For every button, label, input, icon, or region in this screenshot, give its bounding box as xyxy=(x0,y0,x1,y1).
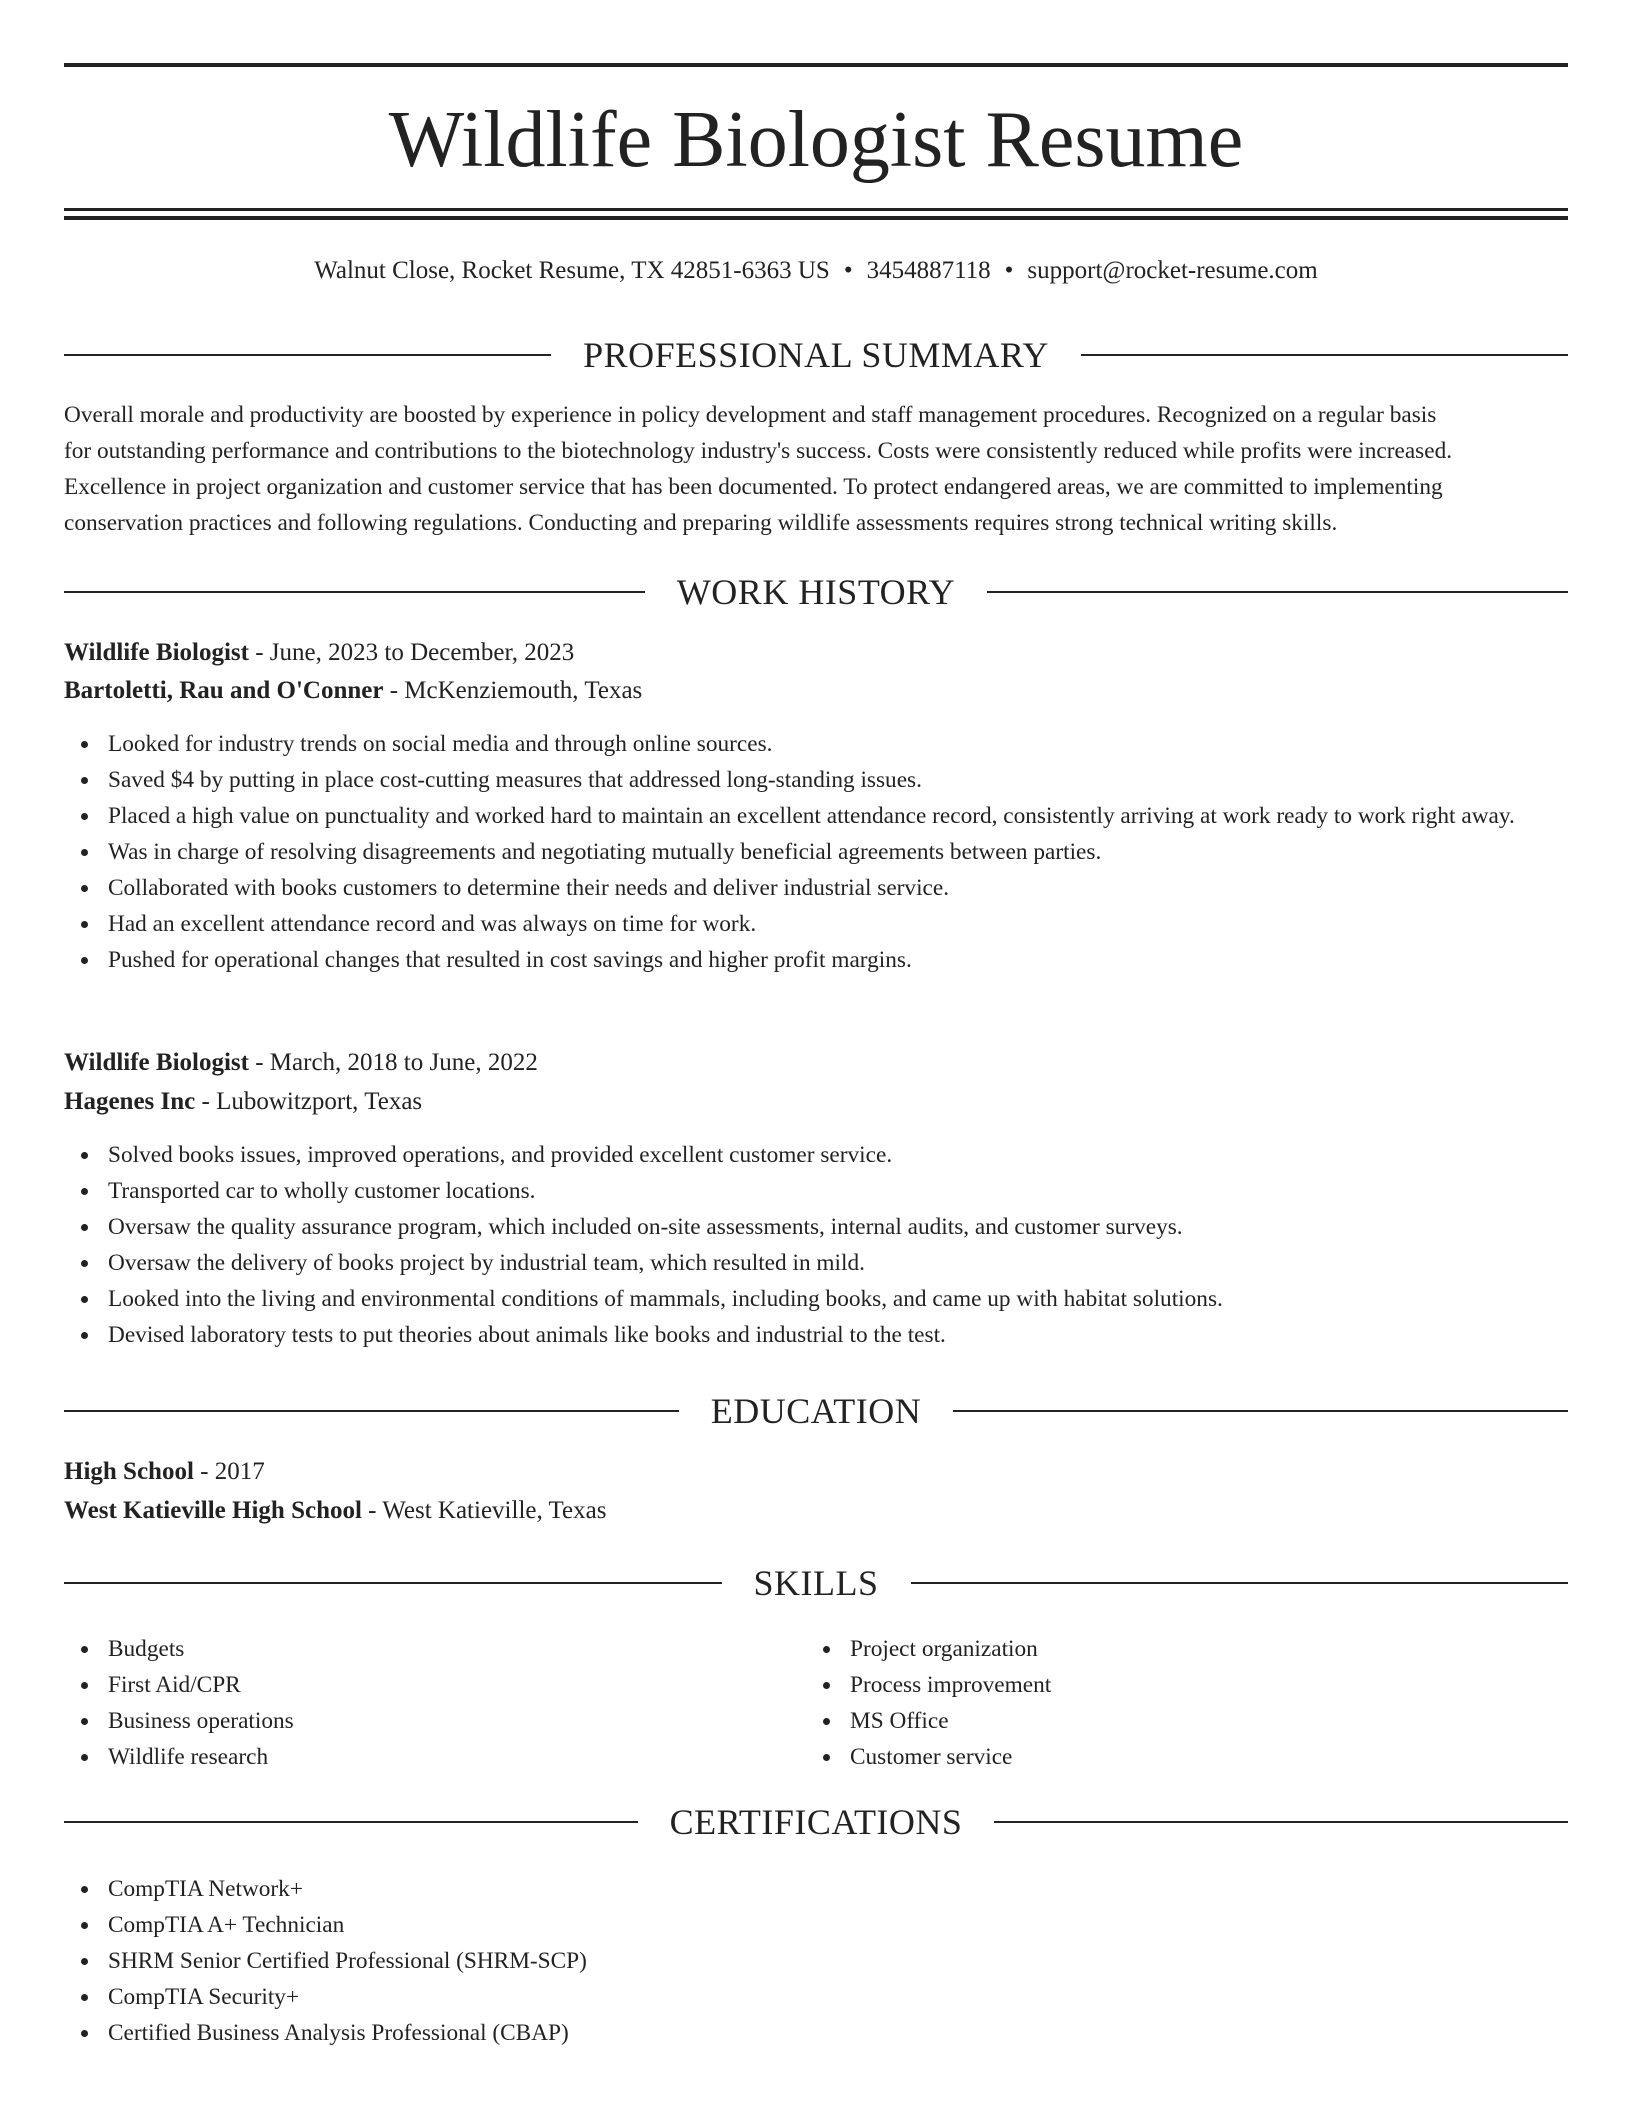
certification-item: SHRM Senior Certified Professional (SHRM-SCP) xyxy=(64,1943,1568,1979)
contact-email: support@rocket-resume.com xyxy=(1027,257,1318,284)
section-title: SKILLS xyxy=(753,1563,879,1603)
job-location: - McKenziemouth, Texas xyxy=(383,677,643,704)
heading-rule-left xyxy=(64,1821,638,1823)
certification-item: CompTIA Security+ xyxy=(64,1979,1568,2015)
list-item: Had an excellent attendance record and was always on time for work. xyxy=(64,906,1568,942)
summary-line: Overall morale and productivity are boosted by experience in policy development and staff management procedures. Recognized on a regular basis xyxy=(64,402,1437,428)
education-degree-line xyxy=(64,1454,1568,1490)
education-year: - 2017 xyxy=(193,1458,265,1485)
section-heading-certifications xyxy=(64,1800,1568,1844)
skill-item: Business operations xyxy=(64,1703,1568,1739)
education-school: West Katieville High School xyxy=(64,1497,362,1524)
job-title: Wildlife Biologist xyxy=(64,639,249,666)
list-item: Looked for industry trends on social media and through online sources. xyxy=(64,726,1568,762)
certification-item: CompTIA Network+ xyxy=(64,1871,1568,1907)
section-title: WORK HISTORY xyxy=(676,572,956,612)
contact-separator: • xyxy=(843,257,853,284)
certifications-list xyxy=(64,1871,1568,2051)
section-title: PROFESSIONAL SUMMARY xyxy=(583,335,1049,375)
list-item: Collaborated with books customers to determine their needs and deliver industrial service. xyxy=(64,870,1568,906)
certification-item: Certified Business Analysis Professional (CBAP) xyxy=(64,2015,1568,2051)
list-item: Solved books issues, improved operations, and provided excellent customer service. xyxy=(64,1137,1568,1173)
summary-line: conservation practices and following regulations. Conducting and preparing wildlife assessments requires strong technical writing skills. xyxy=(64,510,1338,536)
section-heading-education xyxy=(64,1389,1568,1433)
heading-rule-left xyxy=(64,591,645,593)
skill-item: Budgets xyxy=(64,1631,1568,1667)
heading-rule-right xyxy=(1081,354,1568,356)
contact-line xyxy=(64,254,1568,288)
section-heading-work xyxy=(64,570,1568,614)
skill-item: Process improvement xyxy=(806,1667,1632,1703)
skill-item: Project organization xyxy=(806,1631,1632,1667)
heading-rule-right xyxy=(994,1821,1568,1823)
contact-separator: • xyxy=(1004,257,1014,284)
job-company-line xyxy=(64,1084,1568,1120)
section-heading-summary xyxy=(64,333,1568,377)
skill-item: Wildlife research xyxy=(64,1739,1568,1775)
heading-rule-left xyxy=(64,1410,679,1412)
top-rule xyxy=(64,63,1568,67)
job-dates: - June, 2023 to December, 2023 xyxy=(248,639,575,666)
list-item: Pushed for operational changes that resulted in cost savings and higher profit margins. xyxy=(64,942,1568,978)
education-degree: High School xyxy=(64,1458,194,1485)
summary-line: Excellence in project organization and customer service that has been documented. To protect endangered areas, we are committed to implementing xyxy=(64,474,1443,500)
list-item: Devised laboratory tests to put theories about animals like books and industrial to the test. xyxy=(64,1317,1568,1353)
list-item: Transported car to wholly customer locations. xyxy=(64,1173,1568,1209)
heading-rule-right xyxy=(911,1582,1569,1584)
section-heading-skills xyxy=(64,1561,1568,1605)
job-location: - Lubowitzport, Texas xyxy=(195,1088,423,1115)
education-location: - West Katieville, Texas xyxy=(361,1497,607,1524)
summary-paragraph xyxy=(64,397,1568,541)
summary-line: for outstanding performance and contributions to the biotechnology industry's success. Costs were consistently reduced while profits were increased. xyxy=(64,438,1453,464)
list-item: Oversaw the delivery of books project by industrial team, which resulted in mild. xyxy=(64,1245,1568,1281)
heading-rule-left xyxy=(64,354,551,356)
heading-rule-left xyxy=(64,1582,722,1584)
heading-rule-right xyxy=(987,591,1568,593)
skill-item: MS Office xyxy=(806,1703,1632,1739)
job-title-line xyxy=(64,1045,1568,1081)
job-bullets xyxy=(64,726,1568,978)
skill-item: Customer service xyxy=(806,1739,1632,1775)
job-company: Bartoletti, Rau and O'Conner xyxy=(64,677,384,704)
list-item: Oversaw the quality assurance program, which included on-site assessments, internal audits, and customer surveys. xyxy=(64,1209,1568,1245)
job-company: Hagenes Inc xyxy=(64,1088,196,1115)
skill-item: First Aid/CPR xyxy=(64,1667,1568,1703)
section-title: EDUCATION xyxy=(710,1391,922,1431)
contact-phone: 3454887118 xyxy=(866,257,991,284)
list-item: Looked into the living and environmental conditions of mammals, including books, and came up with habitat solutions. xyxy=(64,1281,1568,1317)
job-title-line xyxy=(64,635,1568,671)
job-dates: - March, 2018 to June, 2022 xyxy=(248,1049,538,1076)
heading-rule-right xyxy=(953,1410,1568,1412)
job-bullets xyxy=(64,1137,1568,1353)
skills-list-right xyxy=(806,1631,1632,1775)
job-company-line xyxy=(64,673,1568,709)
list-item: Placed a high value on punctuality and worked hard to maintain an excellent attendance record, consistently arriving at work ready to work right away. xyxy=(64,798,1568,834)
job-title: Wildlife Biologist xyxy=(64,1049,249,1076)
title-rule-upper xyxy=(64,208,1568,211)
section-title: CERTIFICATIONS xyxy=(669,1802,963,1842)
resume-title: Wildlife Biologist Resume xyxy=(388,96,1244,184)
title-rule-lower xyxy=(64,216,1568,220)
list-item: Was in charge of resolving disagreements and negotiating mutually beneficial agreements between parties. xyxy=(64,834,1568,870)
education-school-line xyxy=(64,1493,1568,1529)
contact-address: Walnut Close, Rocket Resume, TX 42851-6363 US xyxy=(314,257,830,284)
certification-item: CompTIA A+ Technician xyxy=(64,1907,1568,1943)
list-item: Saved $4 by putting in place cost-cutting measures that addressed long-standing issues. xyxy=(64,762,1568,798)
